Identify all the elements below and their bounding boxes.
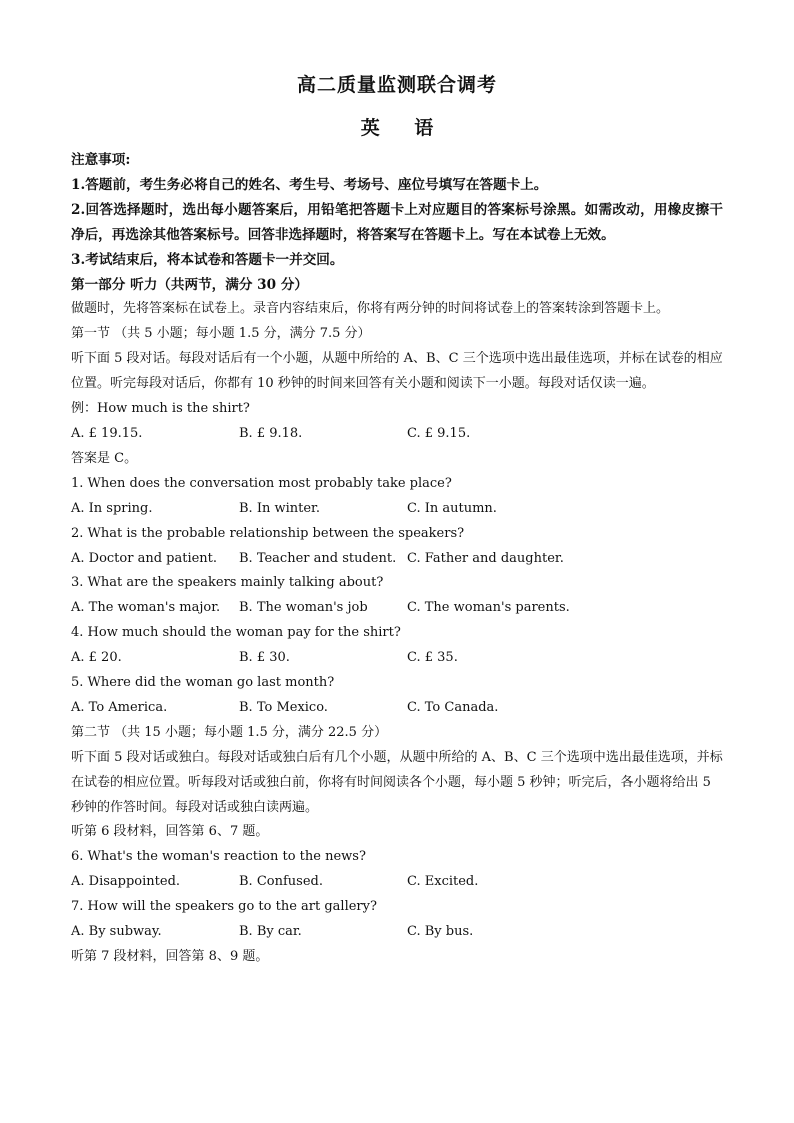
exam-title: 高二质量监测联合调考 [296,74,497,96]
question-6-options [71,870,723,895]
notice-heading: 注意事项: [71,152,131,168]
option-a: A. In spring. [71,500,153,516]
option-c: C. £ 35. [407,650,458,666]
question-2: 2. What is the probable relationship between the speakers? [71,525,465,541]
question-3: 3. What are the speakers mainly talking about? [71,575,384,591]
material-6-note: 听第 6 段材料，回答第 6、7 题。 [71,824,269,840]
option-b: B. £ 30. [239,650,290,666]
example-answer: 答案是 C。 [71,450,138,466]
part1-instructions: 做题时，先将答案标在试卷上。录音内容结束后，你将有两分钟的时间将试卷上的答案转涂到答题卡上。 [71,301,670,317]
section2-instructions: 听下面 5 段对话或独白。每段对话或独白后有几个小题，从题中所给的 A、B、C 三个选项中选出最佳选项，并标在试卷的相应位置。听每段对话或独白前，你将有时间阅读各个小题，每小题 5 秒钟；听完后，各小题将给出 5 秒钟的作答时间。每段对话或独白读两遍。 [71,749,723,815]
section2-heading: 第二节 （共 15 小题；每小题 1.5 分，满分 22.5 分） [71,724,388,740]
option-c: C. £ 9.15. [407,425,471,441]
option-b: B. To Mexico. [239,699,328,715]
option-b: B. In winter. [239,500,320,516]
question-3-options [71,596,723,621]
exam-content [71,148,723,970]
option-a: A. £ 19.15. [71,425,143,441]
option-b: B. Teacher and student. [239,550,397,566]
option-b: B. The woman's job [239,600,368,616]
question-4: 4. How much should the woman pay for the shirt? [71,625,401,641]
option-b: B. Confused. [239,874,323,890]
option-a: A. By subway. [71,924,162,940]
option-b: B. By car. [239,924,302,940]
notice-item-1: 1.答题前，考生务必将自己的姓名、考生号、考场号、座位号填写在答题卡上。 [71,176,548,193]
question-4-options [71,646,723,671]
question-5-options [71,696,723,721]
notice-item-2: 2.回答选择题时，选出每小题答案后，用铅笔把答题卡上对应题目的答案标号涂黑。如需改动，用橡皮擦干净后，再选涂其他答案标号。回答非选择题时，将答案写在答题卡上。写在本试卷上无效。 [71,201,723,243]
option-a: A. Doctor and patient. [71,550,218,566]
option-c: C. By bus. [407,924,474,940]
option-b: B. £ 9.18. [239,425,303,441]
option-a: A. Disappointed. [71,874,181,890]
question-1-options [71,497,723,522]
question-6: 6. What's the woman's reaction to the news? [71,849,366,865]
option-a: A. The woman's major. [71,600,221,616]
question-7-options [71,920,723,945]
section1-heading: 第一节 （共 5 小题；每小题 1.5 分，满分 7.5 分） [71,326,371,342]
question-2-options [71,547,723,572]
exam-subject: 英 语 [360,117,448,139]
part1-heading: 第一部分 听力（共两节，满分 30 分） [71,276,309,293]
option-c: C. The woman's parents. [407,600,570,616]
section1-instructions: 听下面 5 段对话。每段对话后有一个小题，从题中所给的 A、B、C 三个选项中选出最佳选项，并标在试卷的相应位置。听完每段对话后，你都有 10 秒钟的时间来回答有关小题和阅读下一小题。每段对话仅读一遍。 [71,351,723,392]
question-7: 7. How will the speakers go to the art gallery? [71,899,377,915]
example-question: 例：How much is the shirt? [71,401,250,417]
option-c: C. Excited. [407,874,479,890]
question-1: 1. When does the conversation most probably take place? [71,475,452,491]
example-options [71,422,723,447]
option-a: A. £ 20. [71,650,122,666]
option-c: C. To Canada. [407,699,499,715]
notice-item-3: 3.考试结束后，将本试卷和答题卡一并交回。 [71,251,344,268]
question-5: 5. Where did the woman go last month? [71,675,335,691]
material-7-note: 听第 7 段材料，回答第 8、9 题。 [71,949,269,964]
option-a: A. To America. [71,699,168,715]
option-c: C. In autumn. [407,500,497,516]
option-c: C. Father and daughter. [407,550,564,566]
